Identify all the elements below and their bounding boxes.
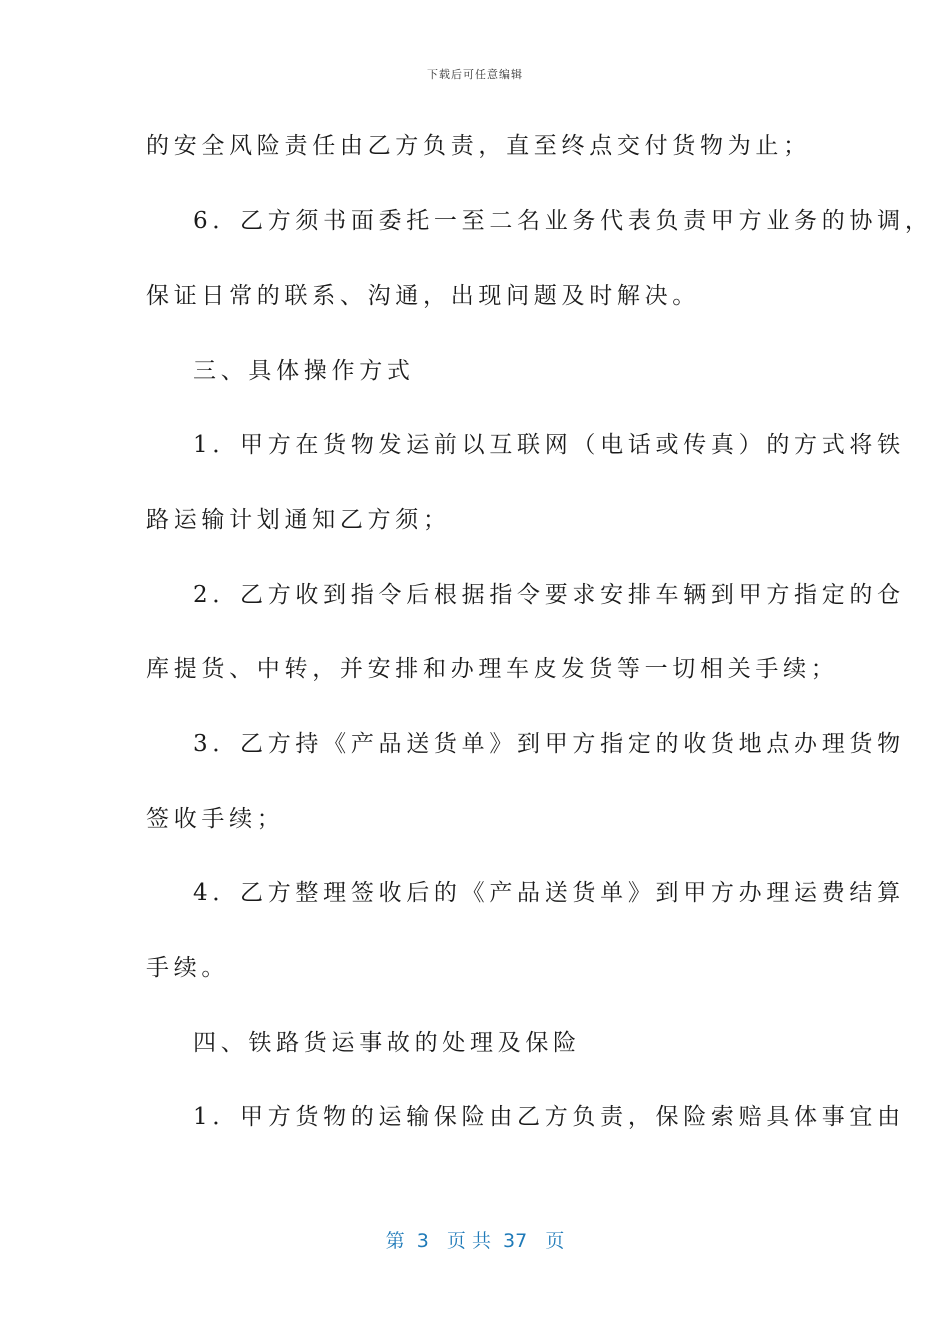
text-line: 签收手续； (146, 806, 285, 832)
text-line: 1．甲方在货物发运前以互联网（电话或传真）的方式将铁 (193, 432, 905, 458)
text-line: 保证日常的联系、沟通，出现问题及时解决。 (146, 283, 700, 309)
text-line: 路运输计划通知乙方须； (146, 507, 451, 533)
text-line: 6．乙方须书面委托一至二名业务代表负责甲方业务的协调， (193, 208, 933, 234)
text-line: 的安全风险责任由乙方负责，直至终点交付货物为止； (146, 133, 811, 159)
section-heading: 三、具体操作方式 (193, 358, 415, 384)
text-line: 手续。 (146, 955, 230, 981)
text-line: 1．甲方货物的运输保险由乙方负责，保险索赔具体事宜由 (193, 1104, 905, 1130)
text-line: 库提货、中转，并安排和办理车皮发货等一切相关手续； (146, 656, 839, 682)
page-number-footer: 第 3 页 共 37 页 (385, 1230, 565, 1252)
text-line: 2．乙方收到指令后根据指令要求安排车辆到甲方指定的仓 (193, 582, 905, 608)
header-note: 下载后可任意编辑 (427, 68, 523, 81)
section-heading: 四、铁路货运事故的处理及保险 (193, 1030, 581, 1056)
text-line: 4．乙方整理签收后的《产品送货单》到甲方办理运费结算 (193, 880, 905, 906)
text-line: 3．乙方持《产品送货单》到甲方指定的收货地点办理货物 (193, 731, 905, 757)
